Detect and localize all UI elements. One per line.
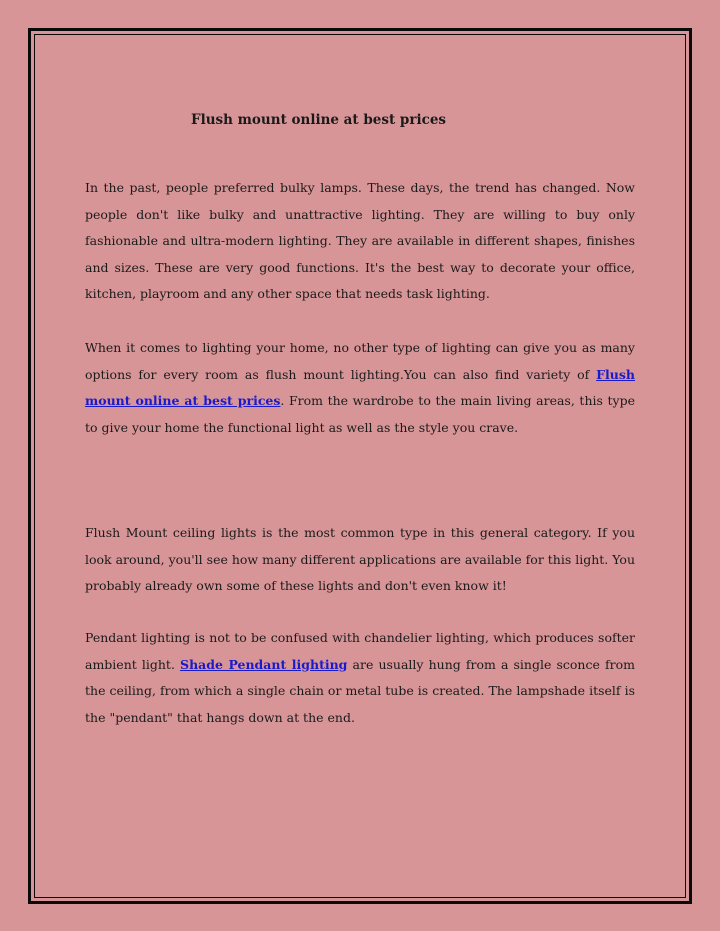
flush-mount-link[interactable]: Flush mount online at best prices [85, 366, 635, 409]
paragraph-intro: In the past, people preferred bulky lamps. These days, the trend has changed. Now people don't like bulky and unattractive lighting. They are willing to buy only fashionable and ultra-modern lighting. They are available in different shapes, finishes and sizes. These are very good functions. It's the best way to decorate your office, kitchen, playroom and any other space that needs task lighting. [85, 180, 635, 302]
paragraph-lighting-options [85, 335, 635, 441]
paragraph-text-after-link: are usually hung from a single sconce from the ceiling, from which a single chain or metal tube is created. The lampshade itself is the "pendant" that hangs down at the end. [85, 656, 635, 725]
paragraph-pendant-lighting [85, 625, 635, 731]
page-title: Flush mount online at best prices [191, 112, 447, 128]
paragraph-text-before-link: When it comes to lighting your home, no other type of lighting can give you as many options for every room as flush mount lighting.You can also find variety of [85, 340, 635, 382]
shade-pendant-lighting-link[interactable]: Shade Pendant lighting [180, 656, 348, 672]
paragraph-ceiling-lights: Flush Mount ceiling lights is the most common type in this general category. If you look around, you'll see how many different applications are available for this light. You probably already own some of these lights and don't even know it! [85, 525, 635, 594]
page-border-inner [34, 34, 686, 898]
paragraph-text-before-link: Pendant lighting is not to be confused with chandelier lighting, which produces softer ambient light. [85, 630, 635, 672]
paragraph-text-after-link: . From the wardrobe to the main living areas, this type to give your home the functional light as well as the style you crave. [85, 393, 635, 435]
